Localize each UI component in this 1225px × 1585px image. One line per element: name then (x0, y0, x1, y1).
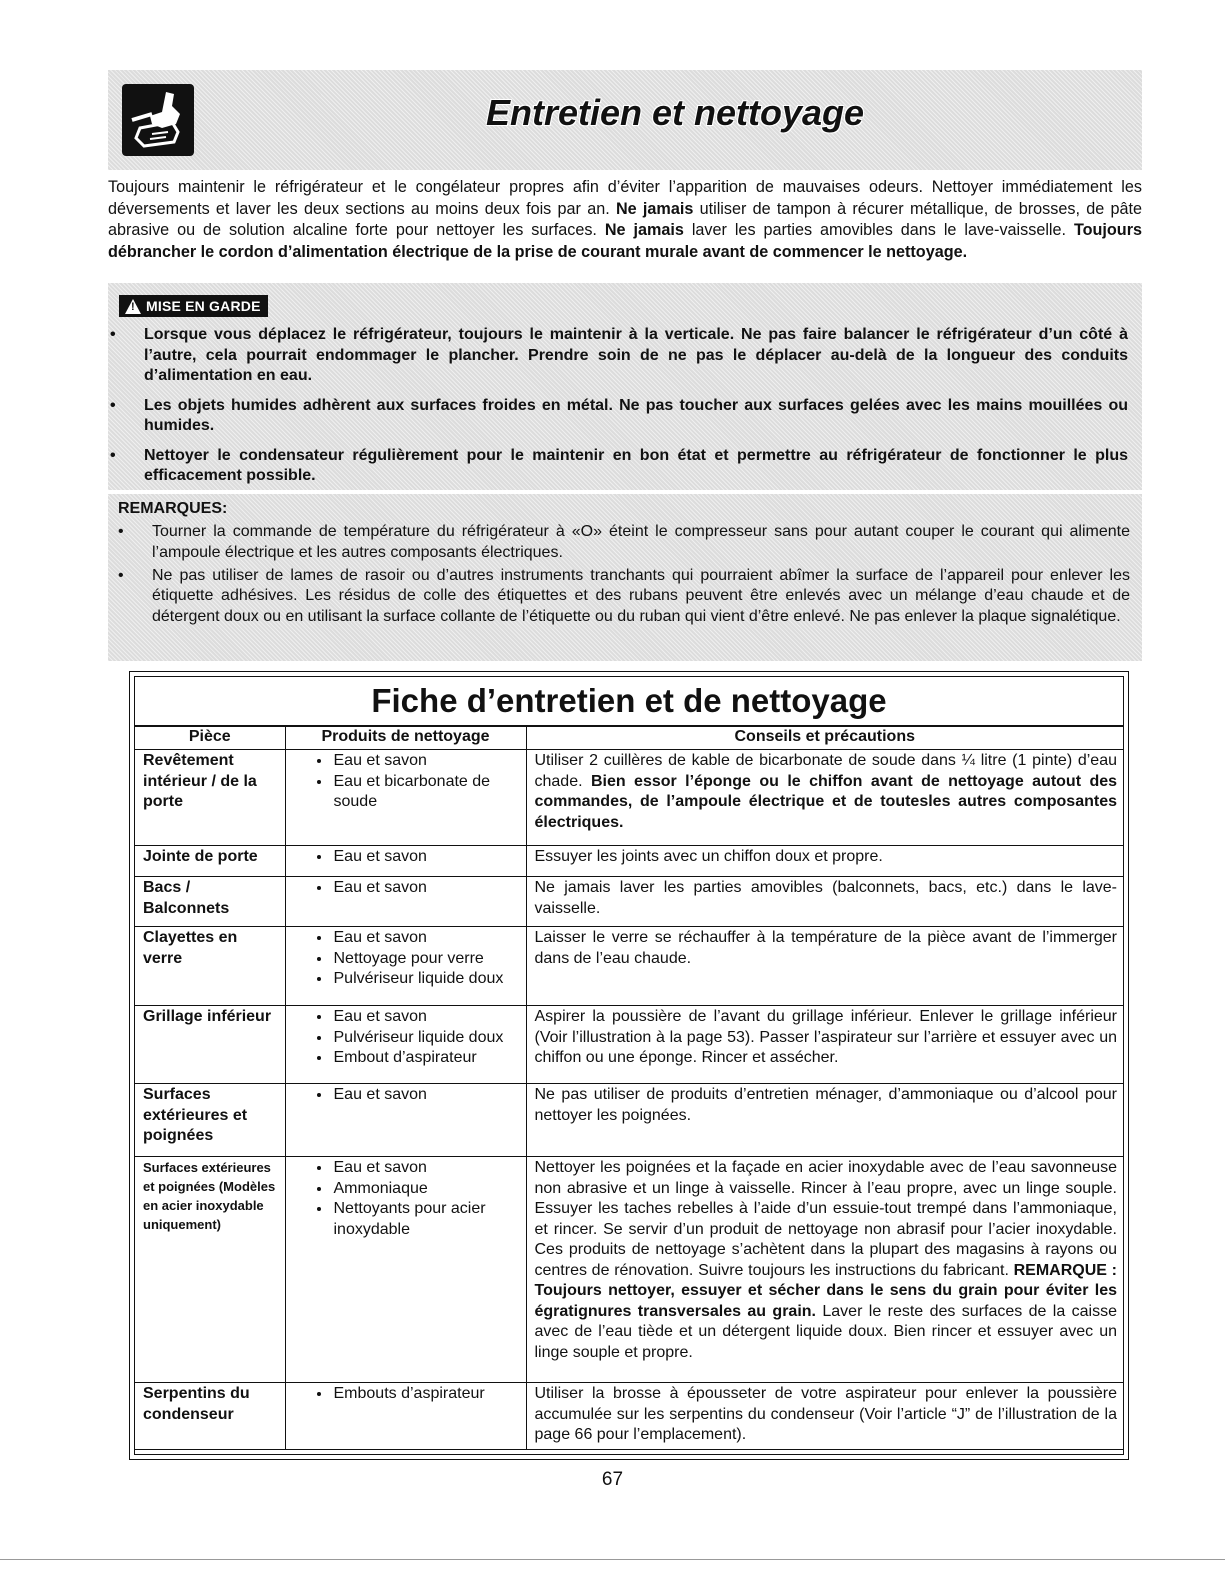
page-number: 67 (601, 1469, 624, 1490)
cleaning-table (135, 726, 1123, 1450)
bottom-divider (0, 1559, 1225, 1560)
remarks-box (108, 494, 1142, 661)
warning-badge-label: MISE EN GARDE (146, 298, 261, 314)
warning-item: • Nettoyer le condensateur régulièrement pour le maintenir en bon état et permettre au réfrigérateur de fonctionner le plus efficacement possible. (108, 446, 1128, 487)
product-item: • Eau et savon (332, 847, 518, 868)
remarks-list (108, 522, 1130, 630)
product-item: • Embouts d’aspirateur (332, 1384, 518, 1405)
table-header-row (135, 727, 1123, 750)
warning-badge (119, 295, 268, 317)
piece-cell: Clayettes en verre (135, 927, 285, 1006)
warning-list (108, 325, 1128, 496)
advice-cell (526, 1157, 1123, 1383)
product-item: • Eau et savon (332, 1085, 518, 1106)
advice-cell: Ne pas utiliser de produits d’entretien ménager, d’ammoniaque ou d’alcool pour nettoyer les poignées. (526, 1084, 1123, 1157)
table-row (135, 846, 1123, 877)
column-header-products: Produits de nettoyage (285, 727, 526, 750)
advice-tail: Laver le reste des surfaces de la caisse avec de l’eau tiède et un détergent liquide doux. Bien rincer et essuyer avec un linge souple et propre. (534, 1302, 1117, 1361)
product-item: • Nettoyage pour verre (332, 949, 518, 970)
piece-cell: Surfaces extérieures et poignées (Modèles en acier inoxydable uniquement) (135, 1157, 285, 1383)
piece-cell: Revêtement intérieur / de la porte (135, 750, 285, 846)
column-header-piece: Pièce (135, 727, 285, 750)
warning-box (108, 283, 1142, 490)
advice-text: Utiliser 2 cuillères de kable de bicarbonate de soude dans ¼ litre (1 pinte) d’eau chade. (534, 752, 1117, 790)
products-cell (285, 1084, 526, 1157)
warning-item: • Les objets humides adhèrent aux surfaces froides en métal. Ne pas toucher aux surfaces gelées avec les mains mouillées ou humides. (108, 396, 1128, 437)
piece-cell: Surfaces extérieures et poignées (135, 1084, 285, 1157)
table-row (135, 1006, 1123, 1084)
advice-cell: Aspirer la poussière de l’avant du grillage inférieur. Enlever le grillage inférieur (Voir l’illustration à la page 53). Passer l’aspirateur sur l’arrière et essuyer avec un chiffon ou une éponge. Rincer et assécher. (526, 1006, 1123, 1084)
warning-item: • Lorsque vous déplacez le réfrigérateur, toujours le maintenir à la verticale. Ne pas faire balancer le réfrigérateur d’un côté à l’autre, cela pourrait endommager le plancher. Prendre soin de ne pas le déplacer au-delà de la longueur des conduits d’alimentation en eau. (108, 325, 1128, 387)
product-item: • Ammoniaque (332, 1179, 518, 1200)
page-title: Entretien et nettoyage (485, 92, 865, 133)
products-cell (285, 1383, 526, 1450)
piece-cell: Grillage inférieur (135, 1006, 285, 1084)
advice-text: Nettoyer les poignées et la façade en acier inoxydable avec de l’eau savonneuse non abrasive et un linge à vaisselle. Rincer à l’eau propre, avec un linge souple. Essuyer les taches rebelles à l’aide d’un essuie-tout trempé dans l’ammoniaque, et rincer. Se servir d’un produit de nettoyage non abrasif pour l’acier inoxydable. Ces produits de nettoyage s’achètent dans la plupart des magasins à rayons ou centres de rénovation. Suivre toujours les instructions du fabricant. (534, 1159, 1117, 1279)
intro-bold-1: Ne jamais (615, 199, 694, 218)
advice-bold: REMARQUE : Toujours nettoyer, essuyer et sécher dans le sens du grain pour éviter les égratignures transversales au grain. (534, 1261, 1118, 1320)
table-row (135, 1084, 1123, 1157)
advice-cell (526, 750, 1123, 846)
intro-text-1: Toujours maintenir le réfrigérateur et le congélateur propres afin d’éviter l’apparition de mauvaises odeurs. Nettoyer immédiatement les déversements et laver les deux sections au moins deux fois par an. (108, 178, 1142, 218)
section-header-banner (108, 70, 1142, 170)
product-item: • Eau et savon (332, 751, 518, 772)
products-cell (285, 1157, 526, 1383)
product-item: • Pulvériseur liquide doux (332, 1028, 518, 1049)
piece-cell: Bacs / Balconnets (135, 877, 285, 927)
table-row (135, 1157, 1123, 1383)
products-cell (285, 877, 526, 927)
table-row (135, 927, 1123, 1006)
table-row (135, 750, 1123, 846)
products-cell (285, 1006, 526, 1084)
products-cell (285, 846, 526, 877)
table-row (135, 1383, 1123, 1450)
intro-paragraph (108, 177, 1142, 263)
cleaning-chart-title: Fiche d’entretien et de nettoyage (135, 677, 1123, 726)
remark-item: • Ne pas utiliser de lames de rasoir ou d’autres instruments tranchants qui pourraient abîmer la surface de l’appareil pour enlever les étiquette adhésives. Les résidus de colle des étiquettes et des rubans peuvent être enlevés avec un mélange d’eau chaude et de détergent doux ou en utilisant la surface collante de l’étiquette ou du ruban qui vient d’être enlevé. Ne pas enlever la plaque signalétique. (108, 566, 1130, 628)
products-cell (285, 750, 526, 846)
intro-text-2: utiliser de tampon à récurer métallique, de brosses, de pâte abrasive ou de solution alcaline forte pour nettoyer les surfaces. (108, 199, 1142, 239)
product-item: • Pulvériseur liquide doux (332, 969, 518, 990)
advice-cell: Laisser le verre se réchauffer à la température de la pièce avant de l’immerger dans de l’eau chaude. (526, 927, 1123, 1006)
product-item: • Nettoyants pour acier inoxydable (332, 1199, 518, 1240)
intro-bold-2: Ne jamais (604, 221, 684, 239)
cleaning-chart (129, 671, 1129, 1460)
warning-triangle-icon: ! (125, 299, 141, 314)
piece-cell: Jointe de porte (135, 846, 285, 877)
advice-cell: Utiliser la brosse à épousseter de votre aspirateur pour enlever la poussière accumulée sur les serpentins du condenseur (Voir l’article “J” de l’illustration de la page 66 pour l’emplacement). (526, 1383, 1123, 1450)
advice-bold: Bien essor l’éponge ou le chiffon avant de nettoyage autout des commandes, de l’ampoule électrique et de toutesles autres composantes électriques. (534, 772, 1118, 831)
advice-cell: Essuyer les joints avec un chiffon doux et propre. (526, 846, 1123, 877)
table-row (135, 877, 1123, 927)
products-cell (285, 927, 526, 1006)
advice-cell: Ne jamais laver les parties amovibles (balconnets, bacs, etc.) dans le lave-vaisselle. (526, 877, 1123, 927)
product-item: • Eau et savon (332, 878, 518, 899)
intro-bold-3: Toujours débrancher le cordon d’alimentation électrique de la prise de courant murale avant de commencer le nettoyage. (108, 221, 1142, 261)
column-header-advice: Conseils et précautions (526, 727, 1123, 750)
remarks-title: REMARQUES: (118, 500, 228, 517)
intro-text-3: laver les parties amovibles dans le lave-vaisselle. (683, 221, 1074, 239)
remark-item: • Tourner la commande de température du réfrigérateur à «O» éteint le compresseur sans pour autant couper le courant qui alimente l’ampoule électrique et les autres composants électriques. (108, 522, 1130, 564)
product-item: • Eau et savon (332, 1007, 518, 1028)
product-item: • Eau et savon (332, 1158, 518, 1179)
product-item: • Embout d’aspirateur (332, 1048, 518, 1069)
product-item: • Eau et bicarbonate de soude (332, 772, 518, 813)
piece-cell: Serpentins du condenseur (135, 1383, 285, 1450)
cleaning-hand-icon (122, 84, 194, 156)
product-item: • Eau et savon (332, 928, 518, 949)
